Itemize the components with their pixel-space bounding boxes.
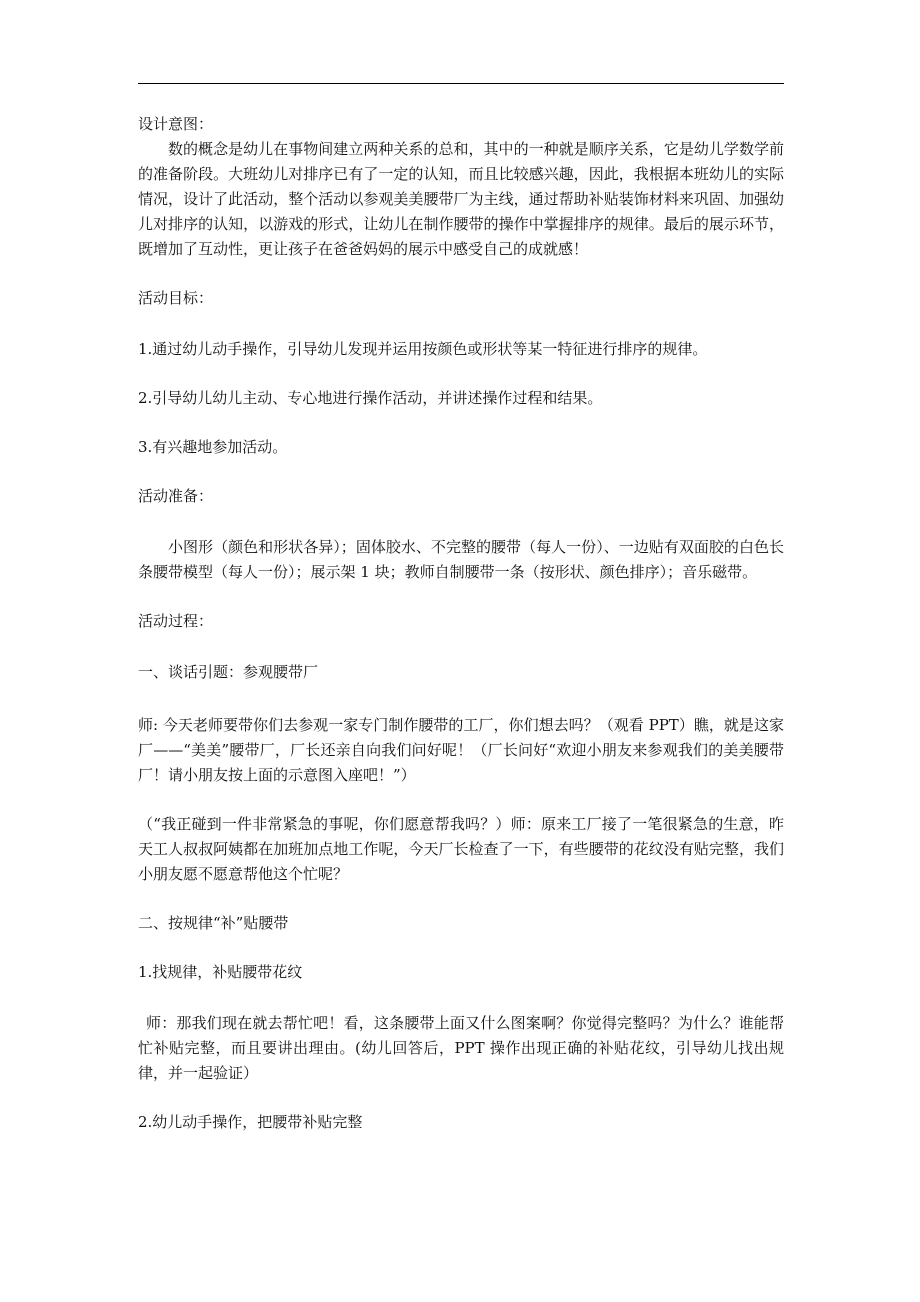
goal-item-1: 1.通过幼儿动手操作，引导幼儿发现并运用按颜色或形状等某一特征进行排序的规律。 (138, 340, 708, 358)
paragraph-preparation: 小图形（颜色和形状各异）；固体胶水、不完整的腰带（每人一份）、一边贴有双面胶的白色长条腰带模型（每人一份）；展示架 1 块；教师自制腰带一条（按形状、颜色排序）；音乐磁带。 (138, 538, 784, 581)
paragraph-find-pattern: 师：那我们现在就去帮忙吧！看，这条腰带上面又什么图案啊？你觉得完整吗？为什么？谁能帮忙补贴完整，而且要讲出理由。(幼儿回答后，PPT 操作出现正确的补贴花纹，引导幼儿找出规律，并一起验证） (138, 1014, 784, 1082)
paragraph-teacher-intro: 师: 今天老师要带你们去参观一家专门制作腰带的工厂，你们想去吗？（观看 PPT）瞧，就是这家厂——“美美”腰带厂，厂长还亲自向我们问好呢！（厂长问好“欢迎小朋友来参观我们的美美腰带厂！请小朋友按上面的示意图入座吧！”） (138, 716, 784, 784)
heading-activity-preparation: 活动准备： (138, 487, 214, 505)
heading-activity-goals: 活动目标： (138, 289, 214, 307)
subsection-heading-2-1: 1.找规律，补贴腰带花纹 (138, 963, 303, 981)
heading-activity-process: 活动过程： (138, 612, 214, 630)
paragraph-factory-request: （“我正碰到一件非常紧急的事呢，你们愿意帮我吗？）师：原来工厂接了一笔很紧急的生意，昨天工人叔叔阿姨都在加班加点地工作呢，今天厂长检查了一下，有些腰带的花纹没有贴完整，我们小朋友愿不愿意帮他这个忙呢？ (138, 815, 784, 883)
goal-item-3: 3.有兴趣地参加活动。 (138, 438, 288, 456)
document-body (138, 112, 784, 1135)
header-rule (138, 83, 784, 84)
paragraph-design-intent: 数的概念是幼儿在事物间建立两种关系的总和，其中的一种就是顺序关系，它是幼儿学数学前的准备阶段。大班幼儿对排序已有了一定的认知，而且比较感兴趣，因此，我根据本班幼儿的实际情况，设计了此活动，整个活动以参观美美腰带厂为主线，通过帮助补贴装饰材料来巩固、加强幼儿对排序的认知，以游戏的形式，让幼儿在制作腰带的操作中掌握排序的规律。最后的展示环节，既增加了互动性，更让孩子在爸爸妈妈的展示中感受自己的成就感！ (138, 140, 784, 258)
goal-item-2: 2.引导幼儿幼儿主动、专心地进行操作活动，并讲述操作过程和结果。 (138, 389, 603, 407)
section-heading-2: 二、按规律“补”贴腰带 (138, 914, 289, 932)
heading-design-intent: 设计意图： (138, 115, 214, 133)
section-heading-1: 一、谈话引题：参观腰带厂 (138, 663, 319, 681)
subsection-heading-2-2: 2.幼儿动手操作，把腰带补贴完整 (138, 1113, 363, 1131)
